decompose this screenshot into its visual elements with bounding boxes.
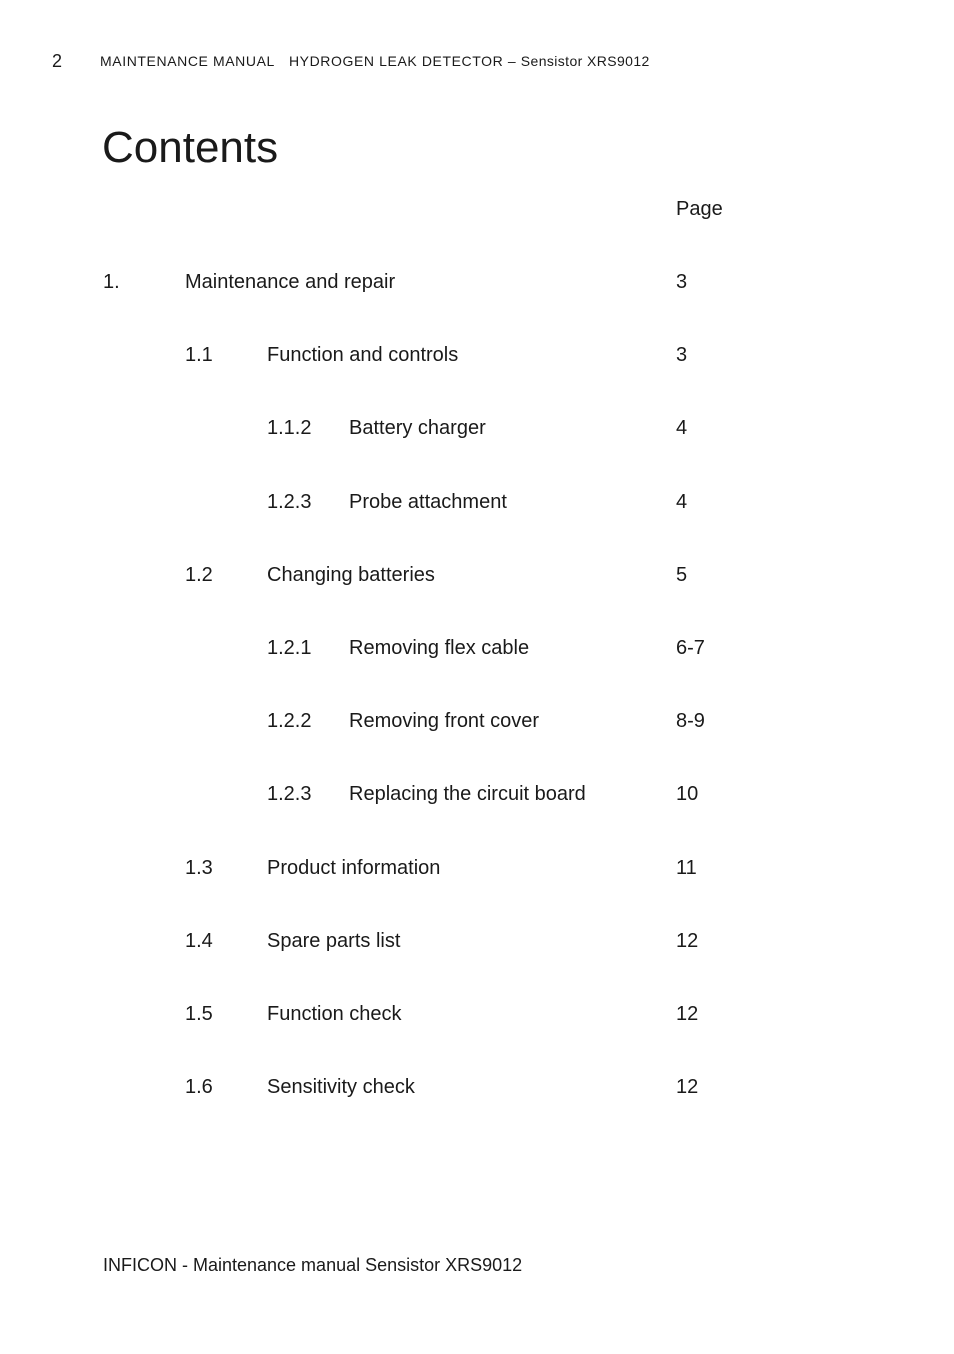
toc-entry[interactable] xyxy=(0,1001,954,1027)
running-head-text xyxy=(100,53,650,69)
toc-entry[interactable] xyxy=(0,708,954,734)
toc-entry-page: 10 xyxy=(676,783,699,805)
toc-entry-page: 12 xyxy=(676,1003,699,1025)
toc-entry[interactable] xyxy=(0,342,954,368)
toc-entry-number: 1.3 xyxy=(185,857,213,879)
toc-entry[interactable] xyxy=(0,635,954,661)
toc-entry-page: 11 xyxy=(676,857,697,879)
toc-entry[interactable] xyxy=(0,562,954,588)
running-header xyxy=(0,51,954,71)
toc-entry-page: 4 xyxy=(676,417,688,439)
toc-entry-number: 1.2 xyxy=(185,564,213,586)
toc-entry-page: 4 xyxy=(676,491,688,513)
toc-entry-page: 12 xyxy=(676,1076,699,1098)
toc-entry-label: Changing batteries xyxy=(267,564,435,586)
toc-entry-number: 1.6 xyxy=(185,1076,213,1098)
toc-entry[interactable] xyxy=(0,928,954,954)
toc-entry-label: Battery charger xyxy=(349,417,486,439)
manual-title: MAINTENANCE MANUAL xyxy=(100,53,275,69)
page-column-label: Page xyxy=(676,198,723,220)
toc-entry-label: Probe attachment xyxy=(349,491,507,513)
toc-entry-label: Replacing the circuit board xyxy=(349,783,586,805)
page-number: 2 xyxy=(52,51,63,71)
toc-entry-number: 1.2.3 xyxy=(267,491,312,513)
model-name: Sensistor XRS9012 xyxy=(520,53,650,69)
toc-entry-label: Removing front cover xyxy=(349,710,540,732)
toc-entry-number: 1.1.2 xyxy=(267,417,312,439)
toc-entry-number: 1.5 xyxy=(185,1003,213,1025)
toc-entry-page: 8-9 xyxy=(676,710,705,732)
page-title: Contents xyxy=(102,123,279,172)
toc-entry-label: Removing flex cable xyxy=(349,637,530,659)
toc-entry-label: Function and controls xyxy=(267,344,459,366)
page-footer: INFICON - Maintenance manual Sensistor XRS9012 xyxy=(103,1255,523,1275)
header-dash: – xyxy=(507,53,517,69)
toc-entry-label: Function check xyxy=(267,1003,402,1025)
toc-entry-number: 1.2.2 xyxy=(267,710,312,732)
toc-entry[interactable] xyxy=(0,855,954,881)
toc-entry[interactable] xyxy=(0,1074,954,1100)
toc-entry-page: 6-7 xyxy=(676,637,705,659)
toc-entry-label: Sensitivity check xyxy=(267,1076,415,1098)
toc-entry-number: 1. xyxy=(103,271,120,293)
toc-entry-page: 3 xyxy=(676,344,688,366)
toc-entry[interactable] xyxy=(0,781,954,807)
toc-entry-label: Spare parts list xyxy=(267,930,401,952)
toc-entry-label: Maintenance and repair xyxy=(185,271,396,293)
toc-entry-page: 5 xyxy=(676,564,688,586)
toc-entry[interactable] xyxy=(0,269,954,295)
toc-entry-number: 1.4 xyxy=(185,930,213,952)
toc-entry-number: 1.1 xyxy=(185,344,213,366)
product-name: HYDROGEN LEAK DETECTOR xyxy=(288,53,504,69)
toc-entry-number: 1.2.1 xyxy=(267,637,312,659)
toc-entry-label: Product information xyxy=(267,857,441,879)
toc-entry[interactable] xyxy=(0,489,954,515)
toc-entry-page: 3 xyxy=(676,271,688,293)
toc-entry-page: 12 xyxy=(676,930,699,952)
toc-entry-number: 1.2.3 xyxy=(267,783,312,805)
toc-entry[interactable] xyxy=(0,415,954,441)
